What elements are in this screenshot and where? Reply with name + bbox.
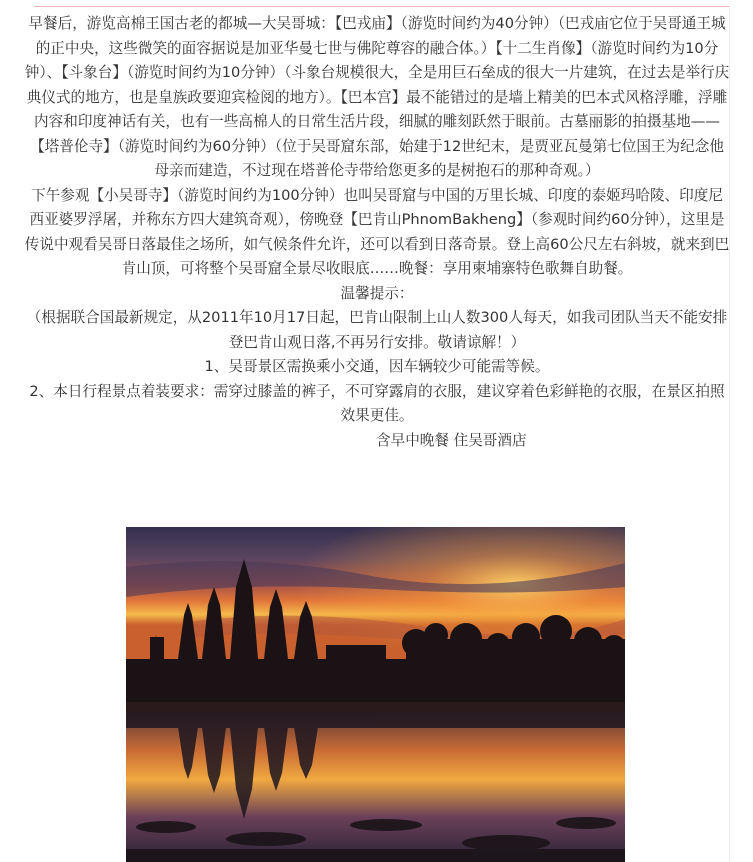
tips-title: 温馨提示： <box>340 284 414 302</box>
tip-item-2: 2、本日行程景点着装要求：需穿过膝盖的裤子，不可穿露肩的衣服，建议穿着色彩鲜艳的衣服，在景区拍照效果更佳。 <box>29 382 725 424</box>
photo-illustration <box>126 527 625 862</box>
meal-hotel-info: 含早中晚餐 住吴哥酒店 <box>376 431 527 449</box>
top-divider <box>34 6 730 7</box>
angkor-wat-sunset-photo <box>126 527 625 862</box>
itinerary-content <box>24 12 730 453</box>
tip-item-1: 1、吴哥景区需换乘小交通，因车辆较少可能需等候。 <box>204 358 550 375</box>
morning-paragraph: 早餐后，游览高棉王国古老的都城—大吴哥城：【巴戎庙】（游览时间约为40分钟）（巴戎庙它位于吴哥通王城的正中央，这些微笑的面容据说是加亚华曼七世与佛陀尊容的融合体。）【十二生肖像】（游览时间约为10分钟）、【斗象台】（游览时间约为10分钟）（斗象台规模很大，全是用巨石垒成的很大一片建筑，在过去是举行庆典仪式的地方，也是皇族政要迎宾检阅的地方）。【巴本宫】最不能错过的是墙上精美的巴本式风格浮雕，浮雕内容和印度神话有关，也有一些高棉人的日常生活片段，细腻的雕刻跃然于眼前。古墓丽影的拍摄基地——【塔普伦寺】（游览时间约为60分钟）（位于吴哥窟东部，始建于12世纪末，是贾亚瓦曼第七位国王为纪念他母亲而建造，不过现在塔普伦寺带给您更多的是树抱石的那种奇观。） <box>24 15 730 179</box>
afternoon-paragraph: 下午参观【小吴哥寺】（游览时间约为100分钟）也叫吴哥窟与中国的万里长城、印度的泰姬玛哈陵、印度尼西亚婆罗浮屠，并称东方四大建筑奇观），傍晚登【巴肯山PhnomBakheng】（参观时间约60分钟），这里是传说中观看吴哥日落最佳之场所，如气候条件允许，还可以看到日落奇景。登上高60公尺左右斜坡，就来到巴肯山顶，可将整个吴哥窟全景尽收眼底……晚餐：享用柬埔寨特色歌舞自助餐。 <box>24 186 730 277</box>
tips-notice: （根据联合国最新规定，从2011年10月17日起，巴肯山限制上山人数300人每天，如我司团队当天不能安排登巴肯山观日落,不再另行安排。敬请谅解！） <box>26 309 728 351</box>
